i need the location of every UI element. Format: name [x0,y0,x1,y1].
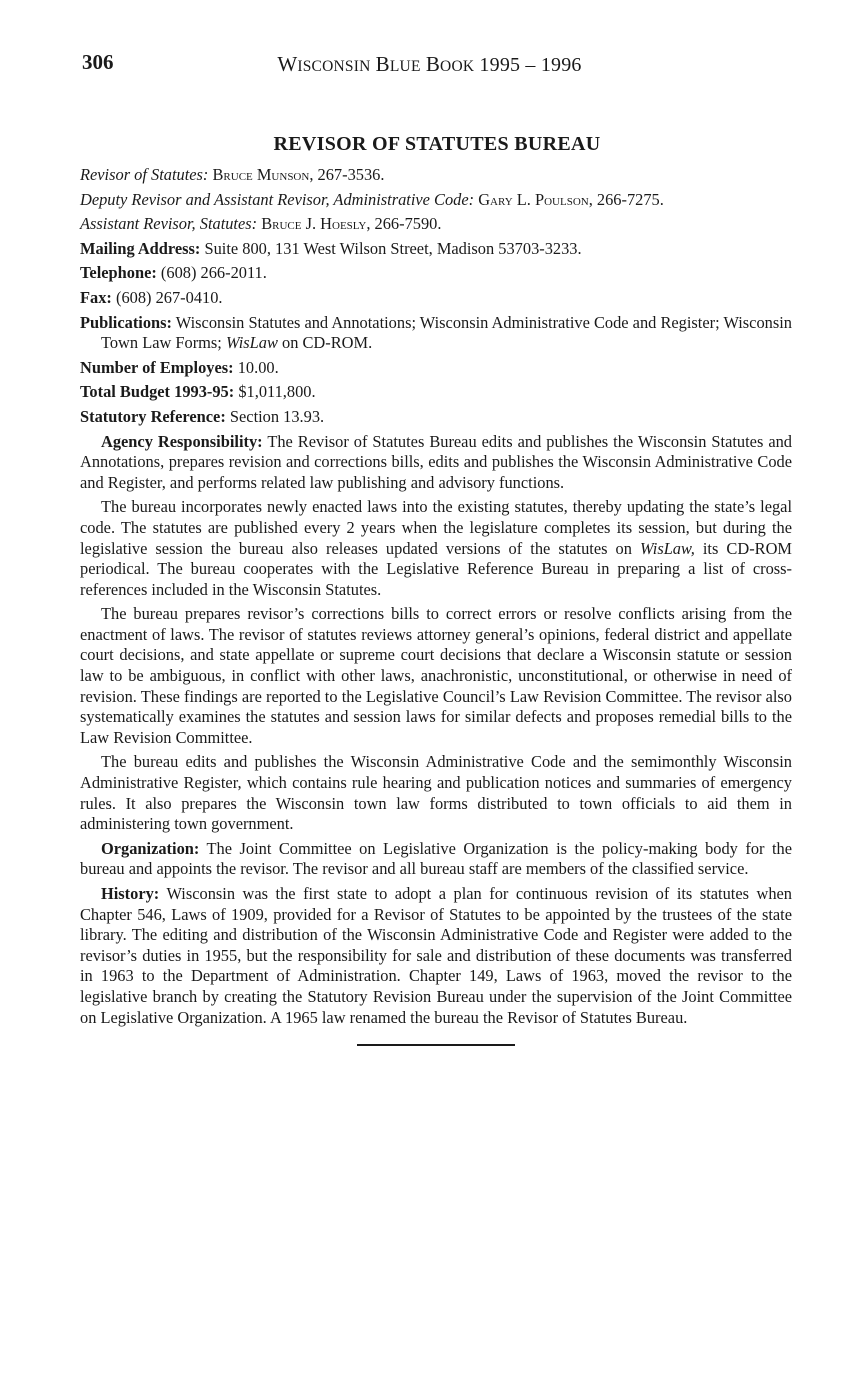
official-name: Bruce Munson [212,165,310,184]
official-assistant [80,214,792,235]
paragraph-label: Agency Responsibility: [101,431,263,451]
official-phone: , 266-7275. [588,189,664,209]
paragraph-italic: WisLaw, [640,538,695,558]
field-label: Statutory Reference: [80,406,226,426]
official-role: Revisor of Statutes: [80,165,209,184]
telephone [80,263,792,284]
official-deputy [80,190,792,211]
official-role: Assistant Revisor, Statutes: [80,214,258,234]
official-phone: , 267-3536. [309,165,385,184]
official-role: Deputy Revisor and Assistant Revisor, Administrative Code: [80,189,475,209]
rh-ook: OOK [440,58,475,75]
administrative-code-paragraph: The bureau edits and publishes the Wisconsin Administrative Code and the semimonthly Wisconsin Administrative Register, which contains rule hearing and publication notices and summaries of emergency rules. It also prepares the Wisconsin town law forms distributed to town officials to aid them in administering town government. [80,752,792,834]
organization-paragraph [80,839,792,880]
paragraph-text: The bureau incorporates newly enacted laws into the existing statutes, thereby updating the state’s legal code. The statutes are published every 2 years when the legislature completes its session, but during the legislative session the bureau also releases updated versions of the statutes on [80,497,792,558]
field-label: Publications: [80,312,172,332]
paragraph-text-end: its CD-ROM periodical. The bureau cooperates with the Legislative Reference Bureau in preparing a list of cross-references included in the Wisconsin Statutes. [80,538,792,599]
section-end-rule [357,1044,515,1046]
field-value: Wisconsin Statutes and Annotations; Wisconsin Administrative Code and Register; Wisconsin Town Law Forms; [101,312,792,353]
paragraph-label: Organization: [101,838,200,858]
history-paragraph [80,884,792,1028]
running-head [0,52,859,77]
statutes-paragraph [80,497,792,600]
rh-b: B [375,52,390,76]
field-label: Fax: [80,287,112,307]
total-budget [80,382,792,403]
rh-w: W [277,52,298,76]
field-value: (608) 266-2011. [160,263,267,283]
field-label: Telephone: [80,263,157,283]
official-name: Gary L. Poulson [478,189,589,209]
field-label: Total Budget 1993-95: [80,382,235,402]
corrections-paragraph: The bureau prepares revisor’s corrections bills to correct errors or resolve conflicts arising from the enactment of laws. The revisor of statutes reviews attorney general’s opinions, federal district and appellate court decisions, and state appellate or supreme court decisions that declare a Wisconsin statute or session law to be ambiguous, in conflict with other laws, anachronistic, unconstitutional, or otherwise in need of revision. These findings are reported to the Legislative Council’s Law Revision Committee. The revisor also systematically examines the statutes and session laws for similar defects and proposes remedial bills to the Law Revision Committee. [80,604,792,747]
field-value-italic: WisLaw [225,333,278,353]
rh-years: 1995 – 1996 [474,54,582,76]
statutory-reference [80,407,792,428]
page-title: REVISOR OF STATUTES BUREAU [273,133,601,155]
rh-isconsin: ISCONSIN [297,58,371,75]
field-value: 10.00. [237,357,279,377]
rh-b2: B [425,52,441,76]
publications [80,313,792,354]
official-phone: , 266-7590. [366,214,442,234]
rh-lue: LUE [389,58,421,75]
paragraph-label: History: [101,884,160,903]
paragraph-text: The Revisor of Statutes Bureau edits and publishes the Wisconsin Statutes and Annotations, prepares revision and corrections bills, edits and publishes the Wisconsin Administrative Code and Register, and performs related law publishing and advisory functions. [80,431,792,492]
employees [80,358,792,379]
fax [80,288,792,309]
page-number: 306 [82,50,114,74]
paragraph-text: Wisconsin was the first state to adopt a plan for continuous revision of its statutes when Chapter 546, Laws of 1909, provided for a Revisor of Statutes to be appointed by the trustees of the state library. The editing and distribution of the Wisconsin Administrative Code and Register were added to the revisor’s duties in 1955, but the responsibility for sale and distribution of these documents was transferred in 1963 to the Department of Administration. Chapter 149, Laws of 1963, moved the revisor to the legislative branch by creating the Statutory Revision Bureau under the supervision of the Joint Committee on Legislative Organization. A 1965 law renamed the bureau the Revisor of Statutes Bureau. [80,884,792,1027]
official-revisor [80,165,792,186]
field-value: Section 13.93. [229,406,325,426]
field-value-end: on CD-ROM. [277,333,373,353]
agency-responsibility-paragraph [80,432,792,494]
field-label: Number of Employes: [80,357,234,377]
official-name: Bruce J. Hoesly [261,214,367,234]
field-value: (608) 267-0410. [115,287,223,307]
field-value: $1,011,800. [238,382,316,402]
paragraph-text: The Joint Committee on Legislative Organization is the policy-making body for the bureau and appoints the revisor. The revisor and all bureau staff are members of the classified service. [80,838,792,879]
document-body [80,165,792,1046]
field-value: Suite 800, 131 West Wilson Street, Madison 53703-3233. [204,238,582,258]
mailing-address [80,239,792,260]
field-label: Mailing Address: [80,238,201,258]
